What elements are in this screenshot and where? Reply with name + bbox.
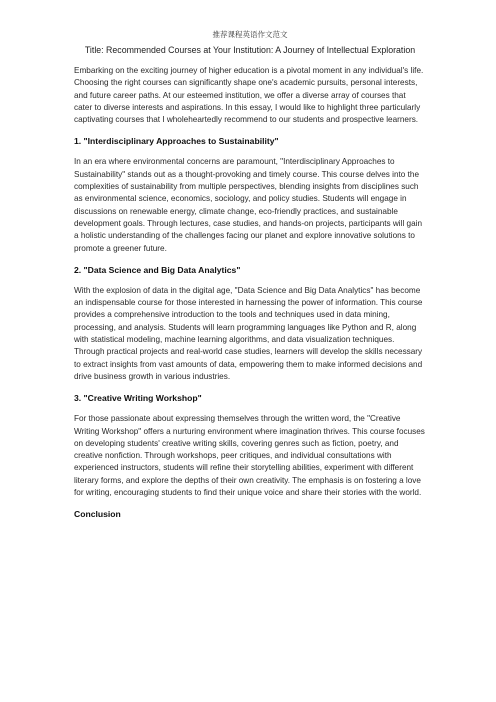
section-body-sustainability: In an era where environmental concerns are paramount, "Interdisciplinary Approaches to Sustainability" stands out as a thought-provoking and timely course. This course delves into the complexities of sustainability from multiple perspectives, blending insights from disciplines such as environmental science, economics, sociology, and policy studies. Students will engage in discussions on renewable energy, climate change, eco-friendly practices, and sustainable development goals. Through lectures, case studies, and hands-on projects, participants will gain a holistic understanding of the challenges facing our planet and explore innovative solutions to promote a greener future. [74, 157, 423, 253]
intro-paragraph: Embarking on the exciting journey of higher education is a pivotal moment in any individual's life. Choosing the right courses can significantly shape one's academic pursuits, personal interests, and future career paths. At our esteemed institution, we offer a diverse array of courses that cater to diverse interests and aspirations. In this essay, I would like to highlight three particularly captivating courses that I wholeheartedly recommend to our students and prospective learners. [74, 66, 424, 125]
section-body-creative-writing: For those passionate about expressing themselves through the written word, the "Creative Writing Workshop" offers a nurturing environment where imagination thrives. This course focuses on developing students' creative writing skills, covering genres such as fiction, poetry, and creative nonfiction. Through workshops, peer critiques, and individual consultations with experienced instructors, students will refine their storytelling abilities, experiment with different literary forms, and explore the depths of their own creativity. The emphasis is on fostering a love for writing, encouraging students to find their unique voice and share their stories with the world. [74, 414, 425, 498]
page-header: 推荐课程英语作文范文 [212, 30, 288, 39]
document-page [74, 0, 426, 520]
section-heading-data-science: 2. "Data Science and Big Data Analytics" [74, 264, 241, 275]
section-body-data-science: With the explosion of data in the digital age, "Data Science and Big Data Analytics" has become an indispensable course for those interested in harnessing the power of information. This course provides a comprehensive introduction to the tools and techniques used in data mining, processing, and analysis. Students will learn programming languages like Python and R, along with statistical modeling, machine learning algorithms, and data visualization techniques. Through practical projects and real-world case studies, learners will develop the skills necessary to extract insights from vast amounts of data, empowering them to make informed decisions and drive business growth in various industries. [74, 285, 423, 381]
section-heading-creative-writing: 3. "Creative Writing Workshop" [74, 393, 202, 404]
section-heading-sustainability: 1. "Interdisciplinary Approaches to Sustainability" [74, 136, 279, 147]
document-title: Title: Recommended Courses at Your Institution: A Journey of Intellectual Exploration [84, 45, 416, 55]
conclusion-heading: Conclusion [74, 509, 121, 520]
